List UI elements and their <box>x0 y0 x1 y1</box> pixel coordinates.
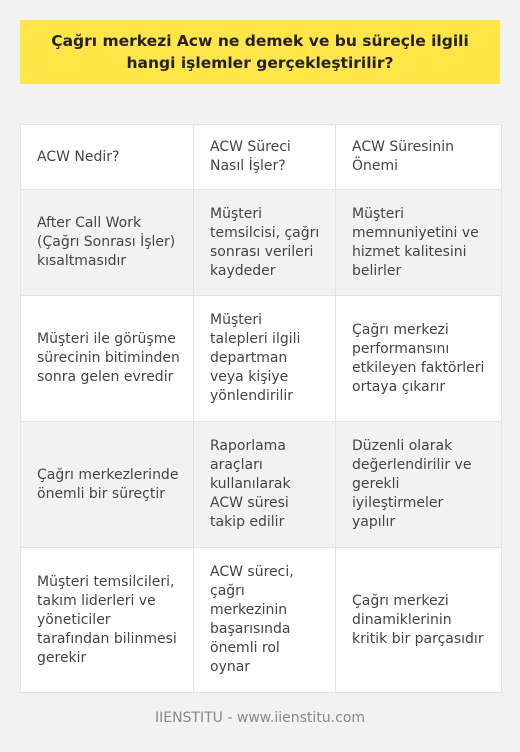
table-header-row <box>21 125 501 190</box>
info-table <box>20 124 502 693</box>
header-cell-3: ACW Süresinin Önemi <box>335 125 501 189</box>
table-row <box>21 296 501 422</box>
footer-credit: IIENSTITU - www.iienstitu.com <box>154 710 366 726</box>
table-cell: After Call Work (Çağrı Sonrası İşler) kısaltmasıdır <box>37 215 176 269</box>
table-cell: Müşteri memnuniyetini ve hizmet kalitesini belirler <box>335 190 501 295</box>
table-cell: Müşteri temsilcileri, takım liderleri ve yöneticiler tarafından bilinmesi gerekir <box>37 573 177 666</box>
table-cell: Müşteri talepleri ilgili departman veya kişiye yönlendirilir <box>193 296 335 421</box>
header-cell-1: ACW Nedir? <box>37 148 120 165</box>
table-cell: Çağrı merkezlerinde önemli bir süreçtir <box>37 466 179 502</box>
table-cell: Raporlama araçları kullanılarak ACW süresi takip edilir <box>193 422 335 547</box>
table-row <box>21 422 501 548</box>
table-cell: Müşteri temsilcisi, çağrı sonrası verileri kaydeder <box>193 190 335 295</box>
table-row <box>21 190 501 296</box>
table-cell: ACW süreci, çağrı merkezinin başarısında önemli rol oynar <box>193 548 335 692</box>
header-cell-2: ACW Süreci Nasıl İşler? <box>193 125 335 189</box>
page-title-text: Çağrı merkezi Acw ne demek ve bu süreçle ilgili hangi işlemler gerçekleştirilir? <box>51 32 469 72</box>
table-row <box>21 548 501 692</box>
page-title <box>20 20 500 84</box>
table-cell: Müşteri ile görüşme sürecinin bitiminden sonra gelen evredir <box>37 331 180 385</box>
table-cell: Çağrı merkezi dinamiklerinin kritik bir parçasıdır <box>335 548 501 692</box>
table-cell: Düzenli olarak değerlendirilir ve gerekli iyileştirmeler yapılır <box>335 422 501 547</box>
table-cell: Çağrı merkezi performansını etkileyen faktörleri ortaya çıkarır <box>335 296 501 421</box>
